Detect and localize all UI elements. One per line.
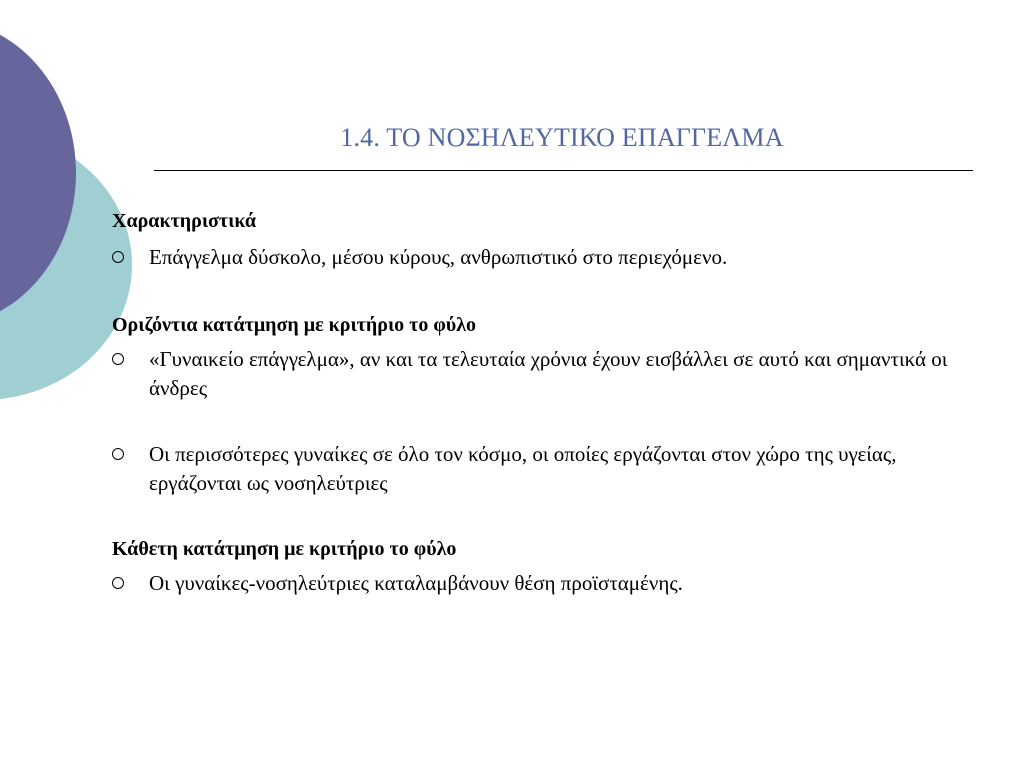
- section-heading-vertical-segmentation: Κάθετη κατάτμηση με κριτήριο το φύλο: [112, 538, 457, 560]
- bullet-text: «Γυναικείο επάγγελμα», αν και τα τελευταία χρόνια έχουν εισβάλλει σε αυτό και σημαντικά οι άνδρες: [149, 347, 948, 400]
- bullet-text: Επάγγελμα δύσκολο, μέσου κύρους, ανθρωπιστικό στο περιεχόμενο.: [149, 245, 728, 269]
- bullet-text: Οι περισσότερες γυναίκες σε όλο τον κόσμο, οι οποίες εργάζονται στον χώρο της υγείας, εργάζονται ως νοσηλεύτριες: [149, 442, 897, 495]
- slide-title: 1.4. ΤΟ ΝΟΣΗΛΕΥΤΙΚΟ ΕΠΑΓΓΕΛΜΑ: [340, 123, 784, 152]
- hollow-circle-bullet-icon: [112, 251, 124, 263]
- hollow-circle-bullet-icon: [112, 448, 124, 460]
- section-heading-horizontal-segmentation: Οριζόντια κατάτμηση με κριτήριο το φύλο: [112, 314, 477, 336]
- hollow-circle-bullet-icon: [112, 577, 124, 589]
- list-item: [112, 243, 972, 272]
- section-heading-characteristics: Χαρακτηριστικά: [112, 210, 257, 232]
- bullet-text: Οι γυναίκες-νοσηλεύτριες καταλαμβάνουν θέση προϊσταμένης.: [149, 571, 683, 595]
- title-divider: [154, 170, 973, 171]
- list-item: [112, 345, 972, 403]
- list-item: [112, 569, 972, 598]
- hollow-circle-bullet-icon: [112, 353, 124, 365]
- list-item: [112, 440, 972, 498]
